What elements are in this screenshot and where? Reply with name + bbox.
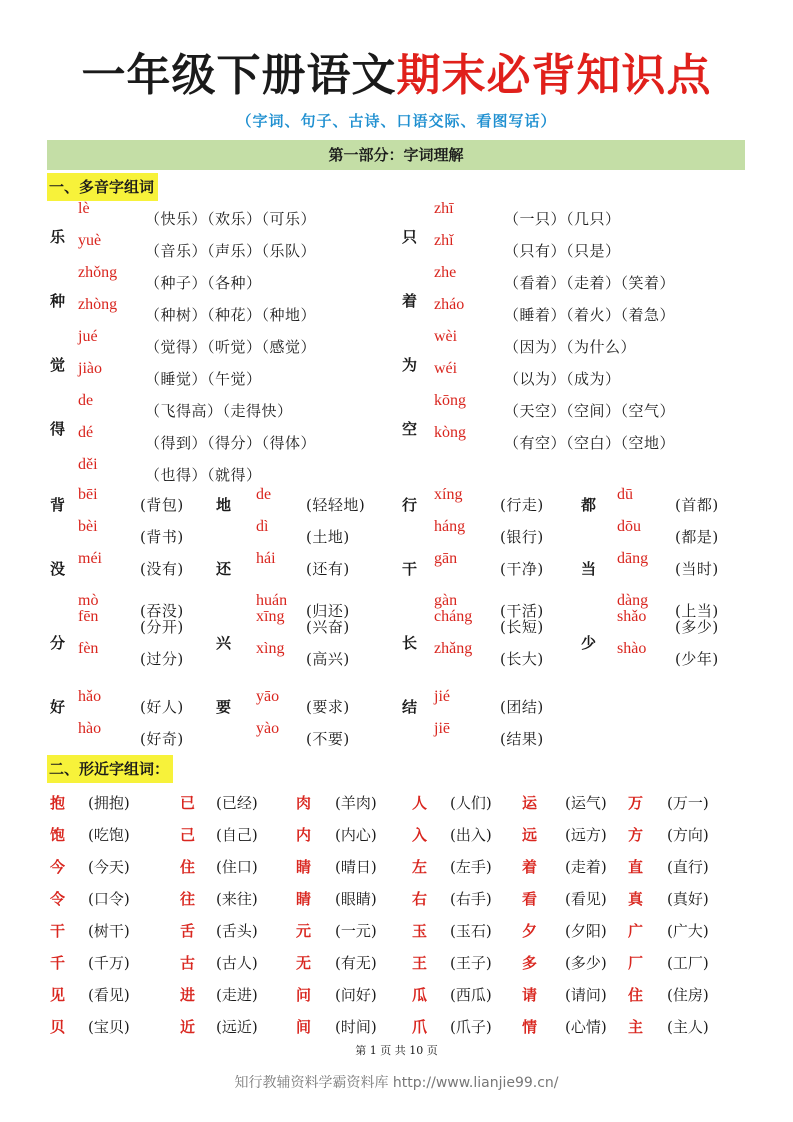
similar-word: (拥抱) [88, 794, 130, 812]
pinyin: dé [78, 424, 94, 441]
similar-word: (左手) [450, 858, 492, 876]
pinyin: shào [617, 640, 647, 657]
similar-char: 肉 [296, 794, 312, 812]
word-group: (兴奋) [306, 618, 350, 636]
title-red: 期末必背知识点 [396, 50, 712, 101]
similar-word: (自己) [216, 826, 258, 844]
polyphone-char: 种 [50, 292, 66, 310]
similar-char: 爪 [412, 1018, 428, 1036]
pinyin: xīng [256, 608, 285, 625]
pinyin: wéi [434, 360, 458, 377]
pinyin: bēi [78, 486, 98, 503]
similar-word: (今天) [88, 858, 130, 876]
word-group: (没有) [140, 560, 184, 578]
similar-word: (直行) [667, 858, 709, 876]
word-group: (干活) [500, 602, 544, 620]
word-group: (长短) [500, 618, 544, 636]
page-title [0, 48, 793, 104]
similar-char: 万 [628, 794, 644, 812]
pinyin: de [78, 392, 94, 409]
similar-word: (王子) [450, 954, 492, 972]
similar-word: (远近) [216, 1018, 258, 1036]
word-group: （以为）（成为） [504, 370, 621, 388]
similar-word: (住口) [216, 858, 258, 876]
similar-char: 住 [628, 986, 644, 1004]
polyphone-char: 好 [50, 698, 66, 716]
similar-char: 入 [412, 826, 428, 844]
similar-char: 贝 [50, 1018, 66, 1036]
similar-word: (远方) [565, 826, 607, 844]
pinyin: de [256, 486, 272, 503]
similar-word: (看见) [88, 986, 130, 1004]
similar-word: (来往) [216, 890, 258, 908]
word-group: (好奇) [140, 730, 184, 748]
similar-word: (眼睛) [335, 890, 377, 908]
similar-word: (时间) [335, 1018, 377, 1036]
similar-word: (爪子) [450, 1018, 492, 1036]
word-group: (当时) [675, 560, 719, 578]
word-group: （快乐）（欢乐）（可乐） [145, 210, 317, 228]
word-group: (都是) [675, 528, 719, 546]
pinyin: yāo [256, 688, 280, 705]
word-group: （飞得高）（走得快） [145, 402, 293, 420]
pinyin: gān [434, 550, 458, 567]
pinyin: lè [78, 200, 90, 217]
pinyin: děi [78, 456, 98, 473]
pinyin: jué [78, 328, 98, 345]
similar-char: 令 [50, 890, 66, 908]
section1-heading: 一、多音字组词 [47, 173, 158, 201]
similar-word: (西瓜) [450, 986, 492, 1004]
polyphone-char: 长 [402, 634, 418, 652]
pinyin: xíng [434, 486, 463, 503]
similar-char: 主 [628, 1018, 644, 1036]
word-group: （睡觉）（午觉） [145, 370, 262, 388]
similar-word: (看见) [565, 890, 607, 908]
word-group: (首都) [675, 496, 719, 514]
pinyin: háng [434, 518, 466, 535]
similar-word: (多少) [565, 954, 607, 972]
polyphone-char: 结 [402, 698, 418, 716]
similar-char: 舌 [180, 922, 196, 940]
similar-char: 住 [180, 858, 196, 876]
polyphone-char: 只 [402, 228, 418, 246]
word-group: （看着）（走着）（笑着） [504, 274, 676, 292]
word-group: (背包) [140, 496, 184, 514]
similar-char: 看 [522, 890, 538, 908]
similar-char: 真 [628, 890, 644, 908]
polyphone-char: 得 [50, 420, 66, 438]
word-group: (上当) [675, 602, 719, 620]
similar-char: 问 [296, 986, 312, 1004]
pinyin: méi [78, 550, 102, 567]
similar-word: (运气) [565, 794, 607, 812]
pinyin: mò [78, 592, 99, 609]
pinyin: huán [256, 592, 288, 609]
similar-word: (走着) [565, 858, 607, 876]
word-group: (银行) [500, 528, 544, 546]
similar-word: (舌头) [216, 922, 258, 940]
similar-char: 元 [296, 922, 312, 940]
pinyin: zhe [434, 264, 457, 281]
polyphone-char: 行 [402, 496, 418, 514]
word-group: （种树）（种花）（种地） [145, 306, 317, 324]
word-group: （也得）（就得） [145, 466, 262, 484]
word-group: (多少) [675, 618, 719, 636]
polyphone-char: 少 [581, 634, 597, 652]
similar-word: (吃饱) [88, 826, 130, 844]
similar-char: 直 [628, 858, 644, 876]
polyphone-char: 还 [216, 560, 232, 578]
pinyin: kōng [434, 392, 466, 409]
similar-char: 瓜 [412, 986, 428, 1004]
pinyin: dāng [617, 550, 649, 567]
similar-char: 玉 [412, 922, 428, 940]
pinyin: jiē [434, 720, 450, 737]
similar-word: (出入) [450, 826, 492, 844]
word-group: (好人) [140, 698, 184, 716]
similar-char: 间 [296, 1018, 312, 1036]
word-group: （得到）（得分）（得体） [145, 434, 317, 452]
pinyin: zhǒng [78, 264, 118, 281]
word-group: （睡着）（着火）（着急） [504, 306, 676, 324]
similar-char: 无 [296, 954, 312, 972]
similar-char: 多 [522, 954, 538, 972]
similar-char: 左 [412, 858, 428, 876]
polyphone-char: 干 [402, 560, 418, 578]
word-group: （有空）（空白）（空地） [504, 434, 676, 452]
similar-char: 情 [522, 1018, 538, 1036]
page-number: 第 1 页 共 10 页 [355, 1044, 438, 1057]
similar-word: (请问) [565, 986, 607, 1004]
pinyin: shǎo [617, 608, 647, 625]
pinyin: wèi [434, 328, 458, 345]
polyphone-char: 要 [216, 698, 232, 716]
word-group: (要求) [306, 698, 350, 716]
word-group: (过分) [140, 650, 184, 668]
pinyin: jié [434, 688, 450, 705]
pinyin: jiào [78, 360, 102, 377]
similar-word: (有无) [335, 954, 377, 972]
word-group: (不要) [306, 730, 350, 748]
pinyin: gàn [434, 592, 458, 609]
similar-char: 千 [50, 954, 66, 972]
word-group: （种子）（各种） [145, 274, 262, 292]
pinyin: zhǐ [434, 232, 454, 249]
similar-word: (宝贝) [88, 1018, 130, 1036]
similar-char: 己 [180, 826, 196, 844]
similar-word: (主人) [667, 1018, 709, 1036]
pinyin: hǎo [78, 688, 102, 705]
pinyin: yào [256, 720, 280, 737]
similar-word: (问好) [335, 986, 377, 1004]
pinyin: yuè [78, 232, 102, 249]
similar-word: (住房) [667, 986, 709, 1004]
word-group: （一只）（几只） [504, 210, 621, 228]
similar-word: (一元) [335, 922, 377, 940]
similar-char: 干 [50, 922, 66, 940]
word-group: （天空）（空间）（空气） [504, 402, 676, 420]
pinyin: zhòng [78, 296, 118, 313]
similar-char: 睛 [296, 890, 312, 908]
pinyin: dōu [617, 518, 641, 535]
polyphone-char: 兴 [216, 634, 232, 652]
pinyin: dì [256, 518, 269, 535]
similar-word: (已经) [216, 794, 258, 812]
pinyin: xìng [256, 640, 285, 657]
similar-char: 厂 [628, 954, 644, 972]
similar-word: (千万) [88, 954, 130, 972]
similar-char: 远 [522, 826, 538, 844]
similar-char: 王 [412, 954, 428, 972]
similar-char: 夕 [522, 922, 538, 940]
word-group: (少年) [675, 650, 719, 668]
similar-char: 人 [412, 794, 428, 812]
section2-heading: 二、形近字组词： [47, 755, 173, 783]
word-group: (归还) [306, 602, 350, 620]
footer-watermark: 知行教辅资料学霸资料库 http://www.lianjie99.cn/ [234, 1075, 559, 1091]
similar-word: (人们) [450, 794, 492, 812]
similar-char: 着 [522, 858, 538, 876]
pinyin: zháo [434, 296, 465, 313]
title-black: 一年级下册语文 [81, 50, 397, 101]
similar-word: (夕阳) [565, 922, 607, 940]
word-group: (干净) [500, 560, 544, 578]
page-subtitle: （字词、句子、古诗、口语交际、看图写话） [236, 112, 557, 130]
polyphone-char: 分 [50, 634, 66, 652]
part-title-bar: 第一部分：字词理解 [47, 140, 745, 170]
polyphone-char: 乐 [50, 228, 66, 246]
word-group: (还有) [306, 560, 350, 578]
word-group: (长大) [500, 650, 544, 668]
word-group: （音乐）（声乐）（乐队） [145, 242, 317, 260]
polyphone-char: 背 [50, 496, 66, 514]
word-group: (高兴) [306, 650, 350, 668]
similar-word: (古人) [216, 954, 258, 972]
pinyin: dū [617, 486, 633, 503]
similar-word: (万一) [667, 794, 709, 812]
similar-word: (右手) [450, 890, 492, 908]
word-group: (行走) [500, 496, 544, 514]
polyphone-char: 没 [50, 560, 66, 578]
word-group: (土地) [306, 528, 350, 546]
polyphone-char: 地 [216, 496, 232, 514]
similar-word: (羊肉) [335, 794, 377, 812]
similar-word: (广大) [667, 922, 709, 940]
similar-word: (工厂) [667, 954, 709, 972]
similar-char: 请 [522, 986, 538, 1004]
word-group: (团结) [500, 698, 544, 716]
polyphone-char: 觉 [50, 356, 66, 374]
similar-word: (真好) [667, 890, 709, 908]
similar-char: 见 [50, 986, 66, 1004]
similar-word: (口令) [88, 890, 130, 908]
pinyin: zhǎng [434, 640, 473, 657]
polyphone-char: 为 [402, 356, 418, 374]
polyphone-char: 当 [581, 560, 597, 578]
similar-char: 往 [180, 890, 196, 908]
similar-char: 睛 [296, 858, 312, 876]
word-group: (轻轻地) [306, 496, 366, 514]
similar-word: (玉石) [450, 922, 492, 940]
similar-char: 运 [522, 794, 538, 812]
pinyin: kòng [434, 424, 466, 441]
similar-char: 广 [628, 922, 644, 940]
similar-word: (树干) [88, 922, 130, 940]
pinyin: fēn [78, 608, 99, 625]
similar-char: 今 [50, 858, 66, 876]
pinyin: hái [256, 550, 276, 567]
similar-char: 古 [180, 954, 196, 972]
polyphone-char: 空 [402, 420, 418, 438]
similar-char: 已 [180, 794, 196, 812]
similar-char: 抱 [50, 794, 66, 812]
similar-word: (方向) [667, 826, 709, 844]
similar-char: 饱 [50, 826, 66, 844]
similar-word: (心情) [565, 1018, 607, 1036]
word-group: (背书) [140, 528, 184, 546]
similar-word: (内心) [335, 826, 377, 844]
pinyin: fèn [78, 640, 99, 657]
pinyin: zhī [434, 200, 454, 217]
pinyin: dàng [617, 592, 649, 609]
pinyin: cháng [434, 608, 473, 625]
similar-char: 内 [296, 826, 312, 844]
word-group: (吞没) [140, 602, 184, 620]
word-group: （因为）（为什么） [504, 338, 637, 356]
word-group: (分开) [140, 618, 184, 636]
polyphone-char: 着 [402, 292, 418, 310]
similar-char: 方 [628, 826, 644, 844]
similar-char: 近 [180, 1018, 196, 1036]
similar-char: 进 [180, 986, 196, 1004]
similar-word: (走进) [216, 986, 258, 1004]
polyphone-char: 都 [581, 496, 597, 514]
similar-word: (晴日) [335, 858, 377, 876]
word-group: (结果) [500, 730, 544, 748]
pinyin: bèi [78, 518, 98, 535]
word-group: （只有）（只是） [504, 242, 621, 260]
similar-char: 右 [412, 890, 428, 908]
pinyin: hào [78, 720, 102, 737]
word-group: （觉得）（听觉）（感觉） [145, 338, 317, 356]
